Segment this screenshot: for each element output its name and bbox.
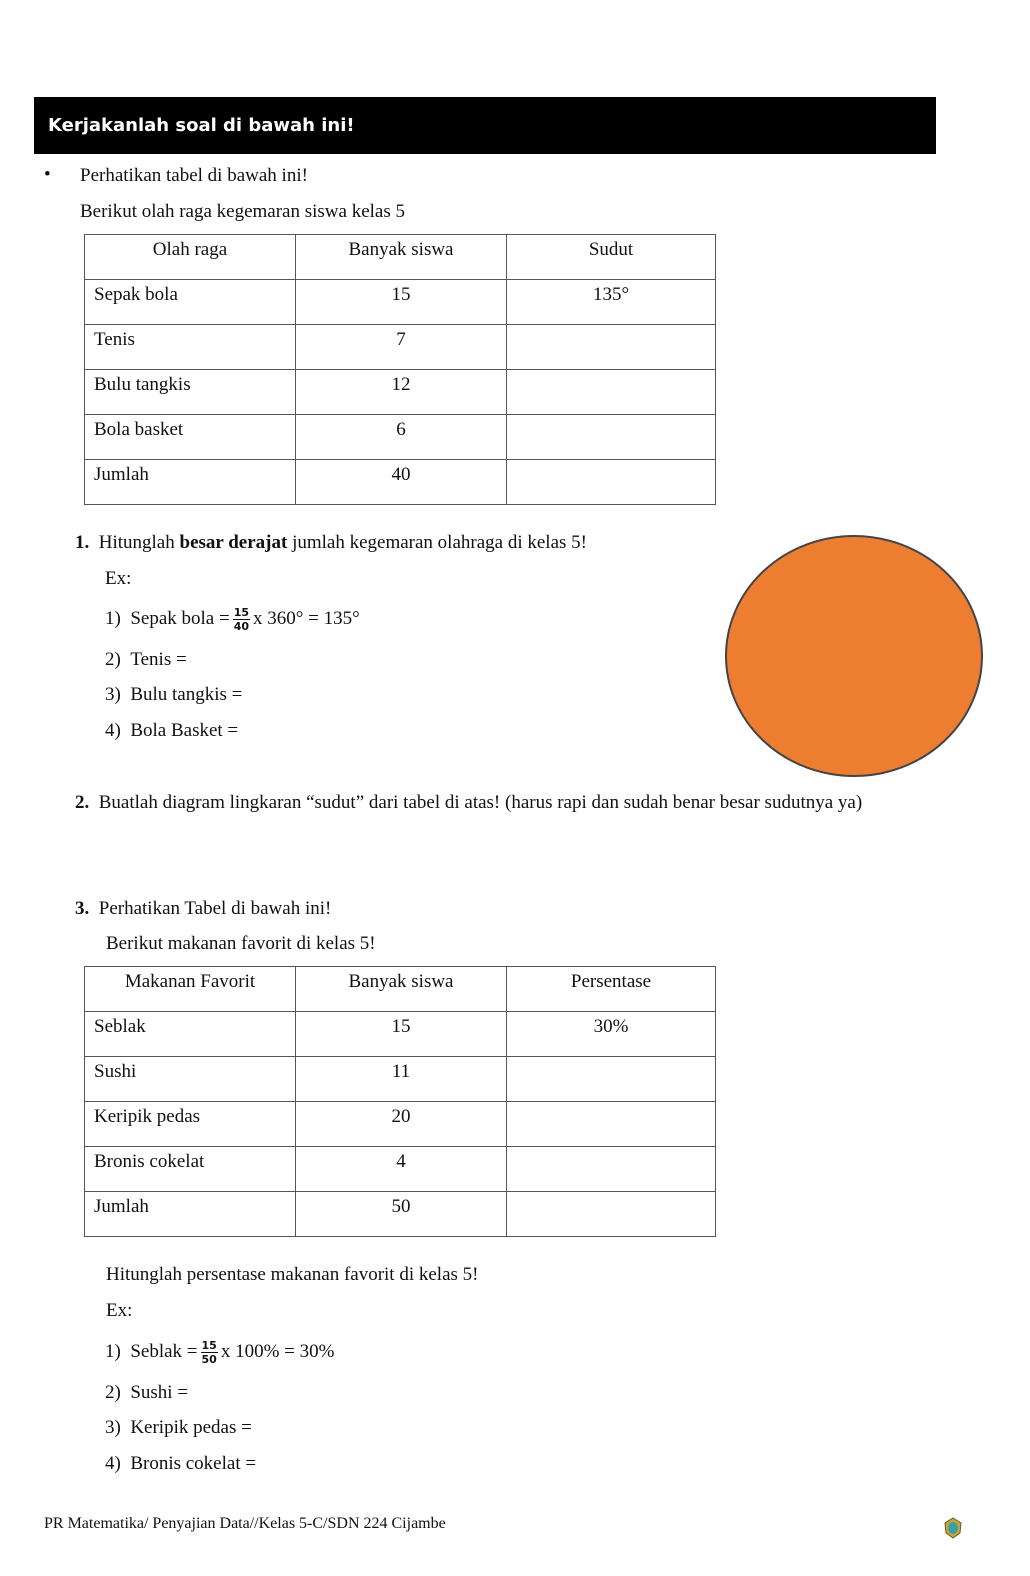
cell: 6: [296, 415, 507, 460]
numerator: 15: [233, 606, 250, 619]
cell: 15: [296, 280, 507, 325]
item-formula: x 100% = 30%: [220, 1340, 335, 1362]
item-label: Sushi =: [130, 1382, 189, 1403]
item-number: 2): [105, 1382, 121, 1403]
fraction: [233, 606, 250, 633]
header-cell: Olah raga: [85, 235, 296, 280]
cell: 4: [296, 1147, 507, 1192]
cell: [507, 370, 716, 415]
circle-shape: [726, 536, 982, 776]
table-header-row: [85, 967, 716, 1012]
table-row: [85, 1012, 716, 1057]
cell: Tenis: [85, 325, 296, 370]
cell: Seblak: [85, 1012, 296, 1057]
item-formula: x 360° = 135°: [253, 607, 360, 629]
cell: Bola basket: [85, 415, 296, 460]
table-row: [85, 1057, 716, 1102]
example-item: [105, 1382, 188, 1404]
table-row: [85, 1147, 716, 1192]
school-emblem-icon: [943, 1517, 963, 1539]
item-number: 1): [105, 1340, 121, 1362]
cell: 11: [296, 1057, 507, 1102]
example-item: [105, 720, 238, 742]
item-number: 1): [105, 607, 121, 629]
table-row: [85, 1192, 716, 1237]
question-text: Perhatikan Tabel di bawah ini!: [98, 898, 332, 919]
cell: 7: [296, 325, 507, 370]
item-label: Tenis =: [130, 649, 187, 670]
item-number: 4): [105, 720, 121, 741]
question-number: 1.: [75, 532, 90, 553]
item-label: Sepak bola =: [130, 607, 230, 629]
table-row: [85, 1102, 716, 1147]
header-cell: Persentase: [507, 967, 716, 1012]
table-row: [85, 370, 716, 415]
cell: [507, 1057, 716, 1102]
denominator: 50: [201, 1353, 217, 1366]
question-3-instruction: Hitunglah persentase makanan favorit di kelas 5!: [106, 1264, 479, 1285]
cell: 15: [296, 1012, 507, 1057]
cell: 50: [296, 1192, 507, 1237]
item-number: 3): [105, 1417, 121, 1438]
question-emphasis: besar derajat: [179, 532, 288, 553]
table1-caption: Berikut olah raga kegemaran siswa kelas 5: [80, 201, 405, 222]
cell: 30%: [507, 1012, 716, 1057]
cell: 40: [296, 460, 507, 505]
item-number: 2): [105, 649, 121, 670]
example-label: Ex:: [105, 568, 132, 589]
cell: [507, 1147, 716, 1192]
cell: [507, 460, 716, 505]
cell: Sushi: [85, 1057, 296, 1102]
cell: Keripik pedas: [85, 1102, 296, 1147]
header-cell: Sudut: [507, 235, 716, 280]
item-label: Keripik pedas =: [130, 1417, 252, 1438]
cell: [507, 1192, 716, 1237]
item-label: Bola Basket =: [130, 720, 239, 741]
item-number: 4): [105, 1453, 121, 1474]
cell: 12: [296, 370, 507, 415]
question-1: [75, 532, 587, 554]
question-number: 2.: [75, 792, 90, 813]
bullet-icon: •: [44, 164, 51, 185]
cell: Bulu tangkis: [85, 370, 296, 415]
item-number: 3): [105, 684, 121, 705]
header-cell: Banyak siswa: [296, 235, 507, 280]
header-cell: Makanan Favorit: [85, 967, 296, 1012]
cell: 135°: [507, 280, 716, 325]
cell: [507, 1102, 716, 1147]
cell: Sepak bola: [85, 280, 296, 325]
table2-caption: Berikut makanan favorit di kelas 5!: [106, 933, 376, 954]
cell: Jumlah: [85, 1192, 296, 1237]
cell: Jumlah: [85, 460, 296, 505]
item-label: Bronis cokelat =: [130, 1453, 257, 1474]
item-label: Bulu tangkis =: [130, 684, 243, 705]
intro-bullet: Perhatikan tabel di bawah ini!: [80, 165, 308, 186]
question-number: 3.: [75, 898, 90, 919]
example-label: Ex:: [106, 1300, 133, 1321]
table-row: [85, 415, 716, 460]
question-2: [75, 792, 862, 814]
item-label: Seblak =: [130, 1340, 198, 1362]
cell: [507, 325, 716, 370]
table-row: [85, 280, 716, 325]
question-3: [75, 898, 331, 920]
example-item: [105, 1339, 334, 1366]
footer-text: PR Matematika/ Penyajian Data//Kelas 5-C/SDN 224 Cijambe: [44, 1515, 446, 1532]
question-text: jumlah kegemaran olahraga di kelas 5!: [287, 532, 587, 553]
header-cell: Banyak siswa: [296, 967, 507, 1012]
numerator: 15: [201, 1339, 217, 1352]
table-row: [85, 325, 716, 370]
example-item: [105, 606, 360, 633]
cell: 20: [296, 1102, 507, 1147]
food-table: [84, 966, 716, 1237]
denominator: 40: [233, 620, 250, 633]
instruction-header: Kerjakanlah soal di bawah ini!: [34, 97, 936, 154]
cell: Bronis cokelat: [85, 1147, 296, 1192]
fraction: [201, 1339, 218, 1366]
cell: [507, 415, 716, 460]
question-text: Hitunglah: [98, 532, 180, 553]
question-text: Buatlah diagram lingkaran “sudut” dari tabel di atas! (harus rapi dan sudah benar besar sudutnya ya): [98, 792, 863, 813]
example-item: [105, 649, 187, 671]
sports-table: [84, 234, 716, 505]
blank-pie-circle: [720, 530, 990, 782]
table-header-row: [85, 235, 716, 280]
table-row: [85, 460, 716, 505]
example-item: [105, 1453, 256, 1475]
example-item: [105, 684, 242, 706]
example-item: [105, 1417, 252, 1439]
